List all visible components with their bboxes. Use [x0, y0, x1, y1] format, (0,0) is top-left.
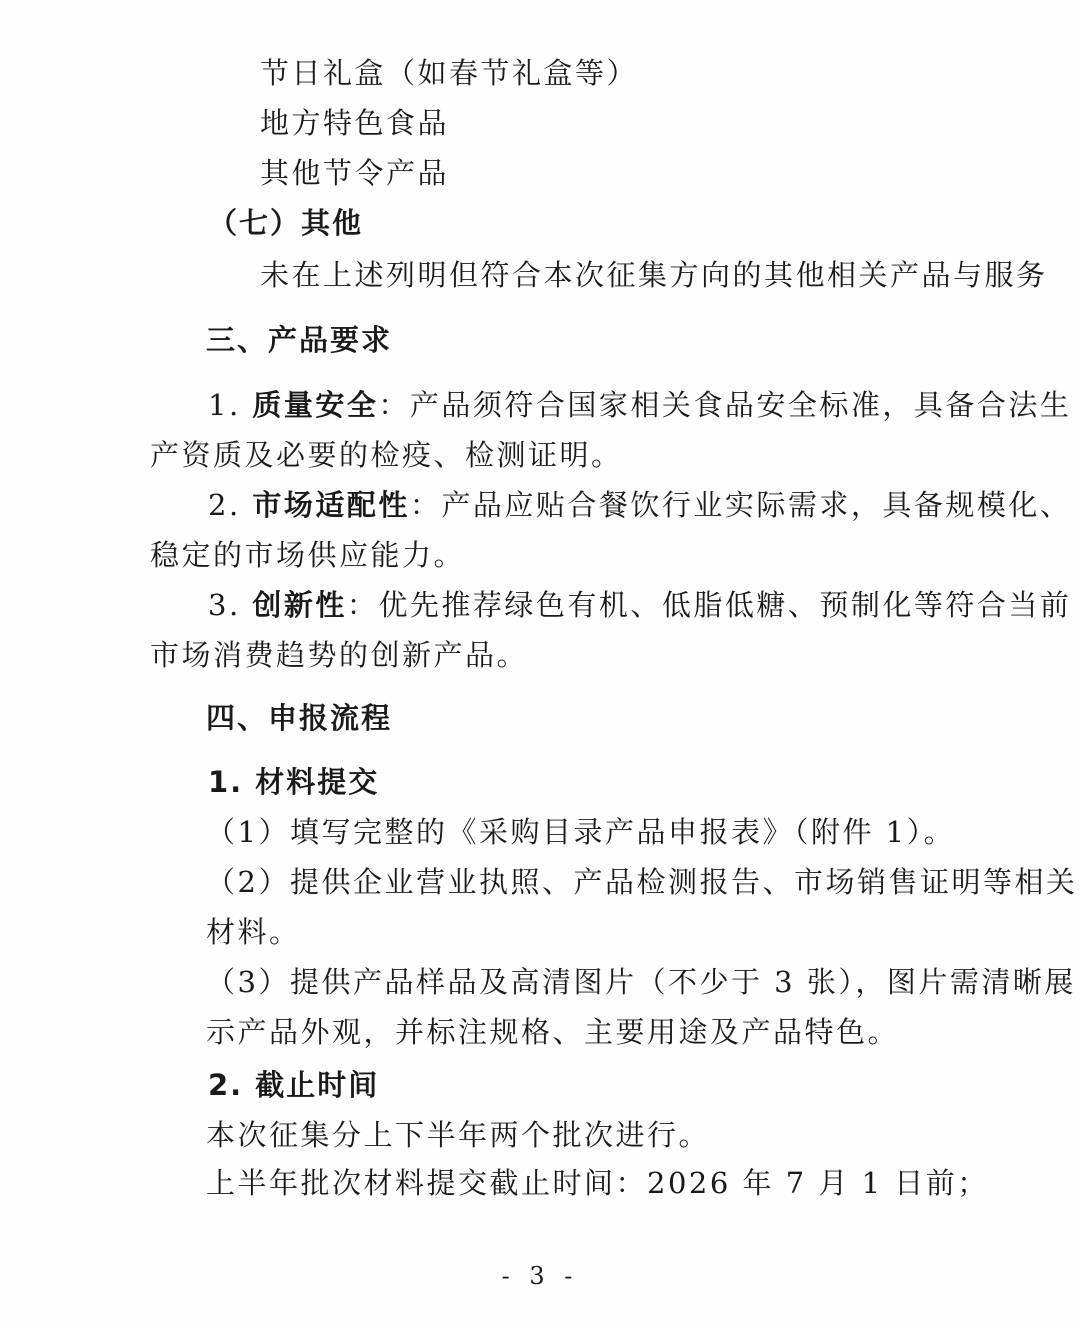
requirement-2-title: 市场适配性	[252, 488, 410, 522]
requirement-1-line	[208, 385, 1071, 425]
deadline-batches-text: 本次征集分上下半年两个批次进行。	[206, 1118, 711, 1152]
requirement-3-text-cont: 市场消费趋势的创新产品。	[150, 638, 529, 672]
first-half-deadline-text: 上半年批次材料提交截止时间：2026 年 7 月 1 日前；	[206, 1166, 989, 1200]
material-item-3-cont: 示产品外观，并标注规格、主要用途及产品特色。	[206, 1015, 900, 1049]
requirement-2-line	[208, 485, 1071, 525]
requirement-3-text: ：优先推荐绿色有机、低脂低糖、预制化等符合当前	[346, 588, 1072, 622]
section-seven-heading: （七）其他	[208, 206, 364, 240]
requirement-1-text: ：产品须符合国家相关食品安全标准，具备合法生	[378, 388, 1072, 422]
requirement-2-text: ：产品应贴合餐饮行业实际需求，具备规模化、	[409, 488, 1072, 522]
requirement-3-title: 创新性	[252, 588, 347, 622]
materials-submission-heading: 1. 材料提交	[208, 765, 380, 799]
section-three-heading: 三、产品要求	[206, 323, 393, 357]
material-item-1: （1）填写完整的《采购目录产品申报表》（附件 1）。	[206, 815, 956, 849]
seasonal-product-item: 其他节令产品	[260, 156, 450, 190]
page-number: - 3 -	[501, 1262, 579, 1290]
requirement-1-text-cont: 产资质及必要的检疫、检测证明。	[150, 438, 623, 472]
section-four-heading: 四、申报流程	[206, 701, 393, 735]
material-item-2-cont: 材料。	[206, 915, 301, 949]
requirement-2-text-cont: 稳定的市场供应能力。	[150, 538, 466, 572]
requirement-1-number: 1.	[208, 388, 241, 422]
gift-box-item: 节日礼盒（如春节礼盒等）	[260, 56, 639, 90]
material-item-3: （3）提供产品样品及高清图片（不少于 3 张），图片需清晰展	[206, 965, 1076, 999]
deadline-heading: 2. 截止时间	[208, 1068, 380, 1102]
material-item-2: （2）提供企业营业执照、产品检测报告、市场销售证明等相关	[206, 865, 1078, 899]
requirement-1-title: 质量安全	[252, 388, 379, 422]
requirement-3-line	[208, 585, 1071, 625]
section-seven-body: 未在上述列明但符合本次征集方向的其他相关产品与服务	[260, 258, 1048, 292]
local-food-item: 地方特色食品	[260, 106, 450, 140]
requirement-3-number: 3.	[208, 588, 241, 622]
requirement-2-number: 2.	[208, 488, 241, 522]
